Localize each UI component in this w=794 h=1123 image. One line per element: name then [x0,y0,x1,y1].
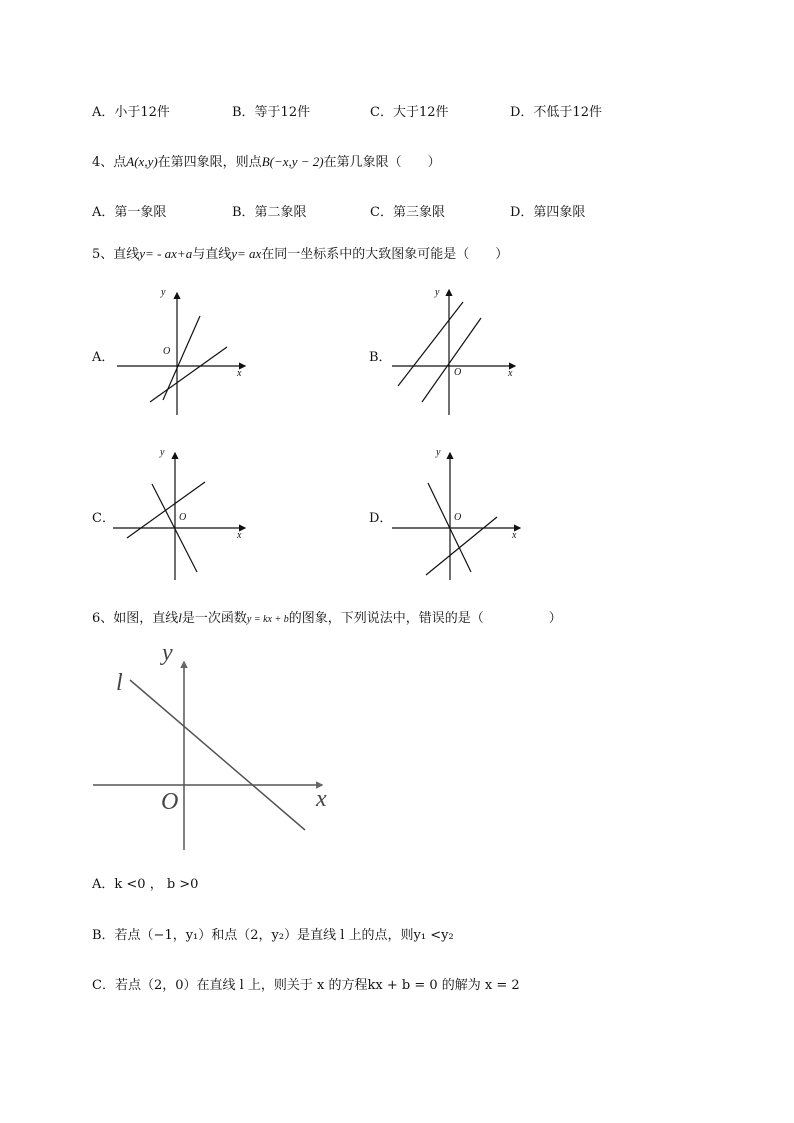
q3-option-c: C．大于12件 [370,105,449,120]
line-l-label: l [116,670,123,696]
q5-option-a: A． [92,350,115,365]
graph-q6 [93,662,322,850]
q4-option-d: D．第四象限 [510,205,586,220]
axis-y-label: y [160,447,165,458]
q4-option-a: A．第一象限 [92,205,167,220]
q5-option-c: C． [92,511,115,526]
q5-option-d: D． [369,511,393,526]
origin-label: O [454,512,462,523]
origin-label: O [179,512,187,523]
question-5: 5、直线y= - ax+a与直线y= ax在同一坐标系中的大致图象可能是（ ） [92,246,509,262]
q6-option-c: C．若点（2，0）在直线 l 上，则关于 x 的方程kx + b = 0 的解为 x = 2 [92,978,520,993]
q3-option-a: A．小于12件 [92,105,170,120]
axis-x-label: x [508,368,513,379]
origin-label: O [454,367,462,378]
axis-y-label: y [161,287,166,298]
axis-x-label: x [237,530,242,541]
axis-x-label: x [512,530,517,541]
q3-option-d: D．不低于12件 [510,105,602,120]
q4-option-c: C．第三象限 [370,205,445,220]
q3-option-b: B．等于12件 [232,105,311,120]
q5-option-b: B． [369,350,392,365]
origin-label: O [161,789,179,815]
graph-b [392,290,515,415]
question-6: 6、如图，直线l是一次函数y = kx + b的图象，下列说法中，错误的是（ ） [92,610,562,626]
axis-x-label: x [316,786,327,812]
origin-label: O [163,346,171,357]
axis-x-label: x [237,368,242,379]
axis-y-label: y [162,640,173,666]
q4-option-b: B．第二象限 [232,205,307,220]
axis-y-label: y [436,447,441,458]
q6-option-b: B．若点（−1，y₁）和点（2，y₂）是直线 l 上的点，则y₁ <y₂ [92,928,454,943]
graph-a [117,293,245,415]
axis-y-label: y [435,287,440,298]
question-4: 4、点A(x,y)在第四象限，则点B(−x,y − 2)在第几象限（ ） [92,154,441,170]
q6-option-a: A．k <0 ， b >0 [92,877,199,892]
